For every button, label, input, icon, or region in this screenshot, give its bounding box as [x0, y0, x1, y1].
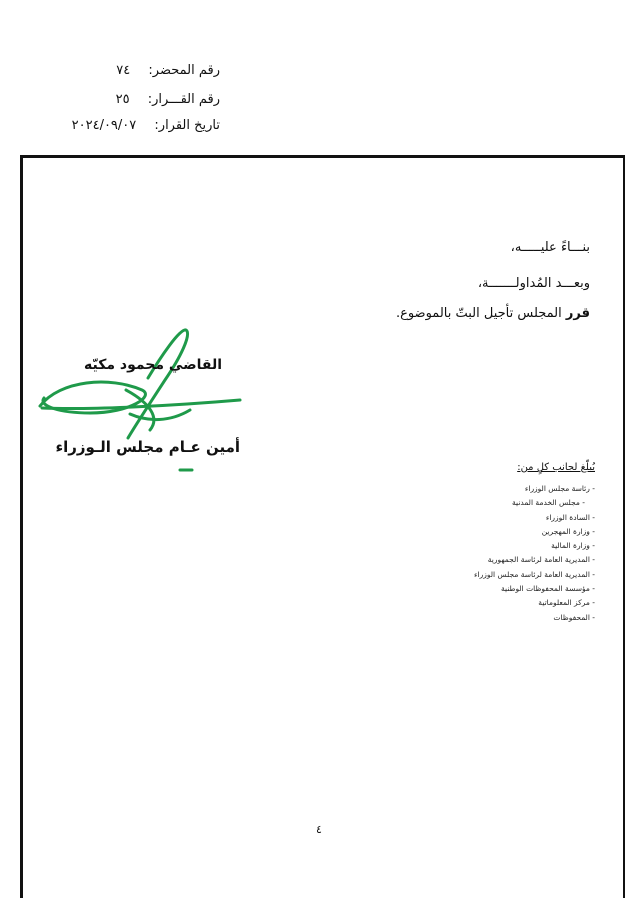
- distribution-item: - مؤسسة المحفوظات الوطنية: [500, 584, 595, 594]
- distribution-heading-text: يُبلّغ لجانب كلٍ من:: [517, 462, 595, 473]
- distribution-item: - السادة الوزراء: [545, 512, 595, 522]
- distribution-heading: [517, 462, 595, 473]
- minutes-number-value: ٧٤: [116, 63, 131, 78]
- distribution-item: - وزارة المالية: [551, 541, 595, 551]
- decision-date-value: ٢٠٢٤/٠٩/٠٧: [71, 118, 137, 133]
- decision-number-row: [116, 92, 220, 107]
- signatory-name: القاضي محمود مكيّه: [84, 357, 222, 373]
- minutes-number-label: رقم المحضر:: [148, 63, 220, 78]
- page-number: ٤: [316, 823, 322, 836]
- distribution-item: - مجلس الخدمة المدنية: [512, 498, 585, 508]
- body-line-deliberation: وبعـــد المُداولـــــــة،: [477, 276, 590, 291]
- distribution-item: - المحفوظات: [553, 612, 595, 622]
- distribution-item: - رئاسة مجلس الوزراء: [524, 484, 595, 493]
- distribution-item: - المديرية العامة لرئاسة الجمهورية: [487, 555, 595, 565]
- decision-date-row: [72, 118, 220, 133]
- decision-text: المجلس تأجيل البتّ بالموضوع.: [395, 306, 562, 321]
- signatory-title: أمين عـام مجلس الـوزراء: [55, 438, 240, 456]
- decision-verb: قرر: [565, 306, 590, 321]
- minutes-number-row: [116, 63, 220, 78]
- decision-date-label: تاريخ القرار:: [154, 118, 220, 133]
- distribution-item: - وزارة المهجرين: [541, 526, 595, 536]
- distribution-item: - مركز المعلوماتية: [538, 598, 595, 608]
- decision-number-label: رقم القـــرار:: [147, 92, 220, 107]
- body-line-accordingly: بنـــاءً عليـــــه،: [510, 240, 590, 255]
- decision-number-value: ٢٥: [115, 92, 130, 107]
- body-line-decision: [396, 306, 590, 321]
- distribution-list: [474, 482, 595, 625]
- distribution-item: - المديرية العامة لرئاسة مجلس الوزراء: [473, 569, 595, 579]
